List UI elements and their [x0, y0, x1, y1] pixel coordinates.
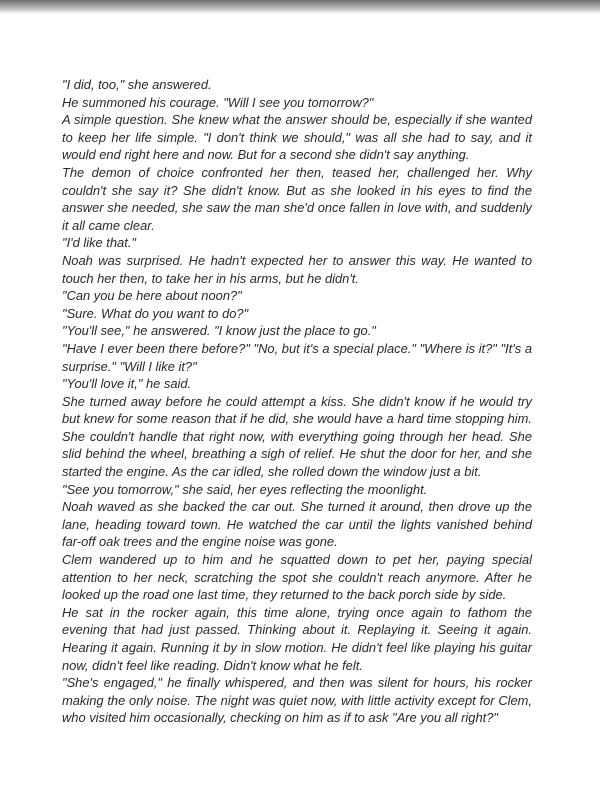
- paragraph: "Can you be here about noon?": [62, 288, 242, 304]
- paragraph: The demon of choice confronted her then, teased her, challenged her. Why couldn't she say it? She didn't know. But as she looked in his eyes to find the answer she needed, she saw the man she'd once fallen in love with, and suddenly it all came clear.: [62, 164, 532, 233]
- top-edge-shadow: [0, 0, 600, 14]
- paragraph: Clem wandered up to him and he squatted down to pet her, paying special attention to her neck, scratching the spot she couldn't reach anymore. After he looked up the road one last time, they returned to the back porch side by side.: [62, 552, 532, 603]
- paragraph: "You'll see," he answered. "I know just the place to go.": [62, 323, 376, 339]
- paragraph: A simple question. She knew what the answer should be, especially if she wanted to keep her life simple. "I don't think we should," was all she had to say, and it would end right here and now. But for a second she didn't say anything.: [62, 112, 532, 163]
- paragraph: She turned away before he could attempt a kiss. She didn't know if he would try but knew for some reason that if he did, she would have a hard time stopping him. She couldn't handle that right now, with everything going through her head. She slid behind the wheel, breathing a sigh of relief. He shut the door for her, and she started the engine. As the car idled, she rolled down the window just a bit.: [62, 393, 532, 480]
- paragraph: "I'd like that.": [62, 235, 136, 251]
- paragraph: "She's engaged," he finally whispered, and then was silent for hours, his rocker making the only noise. The night was quiet now, with little activity except for Clem, who visited him occasionally, checking on him as if to ask "Are you all right?": [62, 675, 532, 726]
- paragraph: Noah was surprised. He hadn't expected her to answer this way. He wanted to touch her then, to take her in his arms, but he didn't.: [62, 252, 532, 286]
- paragraph: "Sure. What do you want to do?": [62, 305, 249, 321]
- paragraph: He sat in the rocker again, this time alone, trying once again to fathom the evening that had just passed. Thinking about it. Replaying it. Seeing it again. Hearing it again. Running it by in slow motion. He didn't feel like playing his guitar now, didn't feel like reading. Didn't know what he felt.: [62, 604, 532, 673]
- paragraph: "Have I ever been there before?" "No, but it's a special place." "Where is it?" "It's a surprise." "Will I like it?": [62, 340, 532, 374]
- book-page-text: [62, 76, 532, 727]
- paragraph: He summoned his courage. "Will I see you tomorrow?": [62, 94, 374, 110]
- paragraph: "See you tomorrow," she said, her eyes reflecting the moonlight.: [62, 481, 428, 497]
- paragraph: "I did, too," she answered.: [62, 77, 212, 92]
- paragraph: "You'll love it," he said.: [62, 376, 192, 392]
- paragraph: Noah waved as she backed the car out. She turned it around, then drove up the lane, heading toward town. He watched the car until the lights vanished behind far-off oak trees and the engine noise was gone.: [62, 499, 532, 550]
